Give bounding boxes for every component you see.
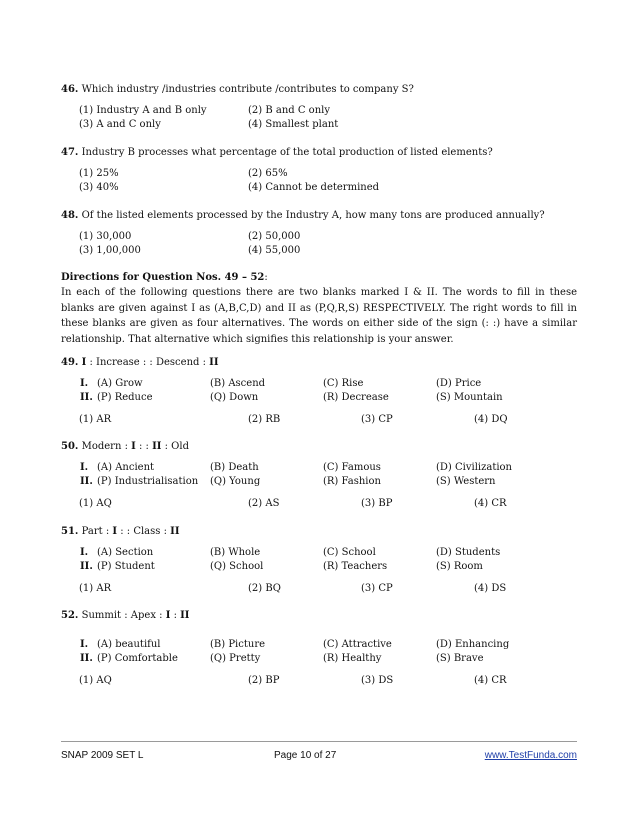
answer-option: (2) AS [248,498,280,509]
question-stem: : : [135,441,153,452]
question-stem: Modern : [81,441,132,452]
row-label: II. [80,476,93,487]
option: (4) Cannot be determined [248,182,380,193]
option: (Q) Young [210,476,261,487]
answer-option: (2) BQ [248,583,281,594]
option: (D) Students [436,547,501,558]
answer-option: (3) CP [361,414,393,425]
option: (R) Healthy [323,653,382,664]
question-number: 50. [61,441,79,452]
option: (R) Teachers [323,561,388,572]
blank-marker: II [152,441,162,452]
answer-option: (1) AQ [79,675,112,686]
answer-option: (4) DS [474,583,507,594]
question-number: 49. [61,357,79,368]
question-stem: : Increase : : Descend : [86,357,210,368]
question-number: 48. [61,210,79,221]
directions-heading-colon: : [264,272,268,283]
blank-marker: I [131,441,136,452]
option: (1) 25% [79,168,119,179]
question-51 [61,525,180,539]
question-stem: : : Class : [117,526,171,537]
question-number: 46. [61,84,79,95]
blank-marker: I [165,610,171,621]
option: (3) 1,00,000 [79,245,141,256]
option: (C) Attractive [323,639,392,650]
option: (2) B and C only [248,105,330,116]
row-label: II. [80,392,93,403]
option: (B) Picture [210,639,266,650]
footer-left: SNAP 2009 SET L [61,750,144,761]
option: (P) Comfortable [97,653,178,664]
option: (D) Enhancing [436,639,510,650]
question-52 [61,609,189,623]
answer-option: (3) CP [361,583,393,594]
question-50 [61,440,189,454]
answer-option: (4) CR [474,498,507,509]
option: (A) beautiful [97,639,161,650]
option: (Q) Pretty [210,653,261,664]
option: (R) Decrease [323,392,389,403]
directions-heading-text: Directions for Question Nos. 49 – 52 [61,272,265,283]
question-47 [61,146,493,160]
option: (4) Smallest plant [248,119,339,130]
option: (S) Brave [436,653,484,664]
row-label: I. [80,378,89,389]
row-label: I. [80,547,89,558]
answer-option: (1) AR [79,583,112,594]
option: (R) Fashion [323,476,381,487]
option: (2) 65% [248,168,288,179]
option: (A) Grow [97,378,143,389]
question-text: Which industry /industries contribute /contributes to company S? [81,84,414,95]
directions-heading [61,271,268,285]
question-48 [61,209,545,223]
answer-option: (1) AQ [79,498,112,509]
question-text: Of the listed elements processed by the Industry A, how many tons are produced annually? [81,210,545,221]
option: (S) Western [436,476,496,487]
row-label: II. [80,561,93,572]
option: (C) Rise [323,378,364,389]
blank-marker: II [170,526,180,537]
answer-option: (3) BP [361,498,393,509]
option: (S) Room [436,561,483,572]
option: (3) A and C only [79,119,161,130]
option: (P) Industrialisation [97,476,199,487]
option: (C) Famous [323,462,381,473]
footer-website-link[interactable]: www.TestFunda.com [484,750,577,761]
option: (B) Ascend [210,378,266,389]
question-stem: Summit : Apex : [81,610,166,621]
blank-marker: I [112,526,118,537]
question-number: 51. [61,526,79,537]
option: (D) Civilization [436,462,513,473]
option: (1) 30,000 [79,231,132,242]
footer-divider [61,741,577,742]
option: (3) 40% [79,182,119,193]
blank-marker: I [81,357,87,368]
question-stem: : Old [161,441,189,452]
row-label: I. [80,462,89,473]
option: (D) Price [436,378,482,389]
option: (C) School [323,547,376,558]
row-label: I. [80,639,89,650]
question-text: Industry B processes what percentage of the total production of listed elements? [81,147,493,158]
option: (4) 55,000 [248,245,301,256]
answer-option: (2) RB [248,414,281,425]
blank-marker: II [209,357,219,368]
row-label: II. [80,653,93,664]
option: (Q) School [210,561,264,572]
question-stem: Part : [81,526,113,537]
question-number: 52. [61,610,79,621]
answer-option: (2) BP [248,675,280,686]
question-49 [61,356,219,370]
option: (P) Student [97,561,155,572]
page-number: Page 10 of 27 [274,750,337,761]
option: (A) Ancient [97,462,155,473]
option: (1) Industry A and B only [79,105,207,116]
directions-body: In each of the following questions there are two blanks marked I & II. The words to fill in these blanks are given against I as (A,B,C,D) and II as (P,Q,R,S) RESPECTIVELY. The right words to fill in these blanks are given as four alternatives. The words on either side of the sign (: :) have a similar relationship. That alternative which signifies this relationship is your answer. [61,287,577,345]
question-46 [61,83,414,97]
question-number: 47. [61,147,79,158]
option: (B) Whole [210,547,261,558]
answer-option: (4) DQ [474,414,508,425]
option: (2) 50,000 [248,231,301,242]
option: (P) Reduce [97,392,153,403]
answer-option: (1) AR [79,414,112,425]
option: (S) Mountain [436,392,503,403]
option: (Q) Down [210,392,259,403]
option: (B) Death [210,462,259,473]
question-stem: : [170,610,181,621]
option: (A) Section [97,547,154,558]
blank-marker: II [180,610,190,621]
answer-option: (3) DS [361,675,394,686]
answer-option: (4) CR [474,675,507,686]
